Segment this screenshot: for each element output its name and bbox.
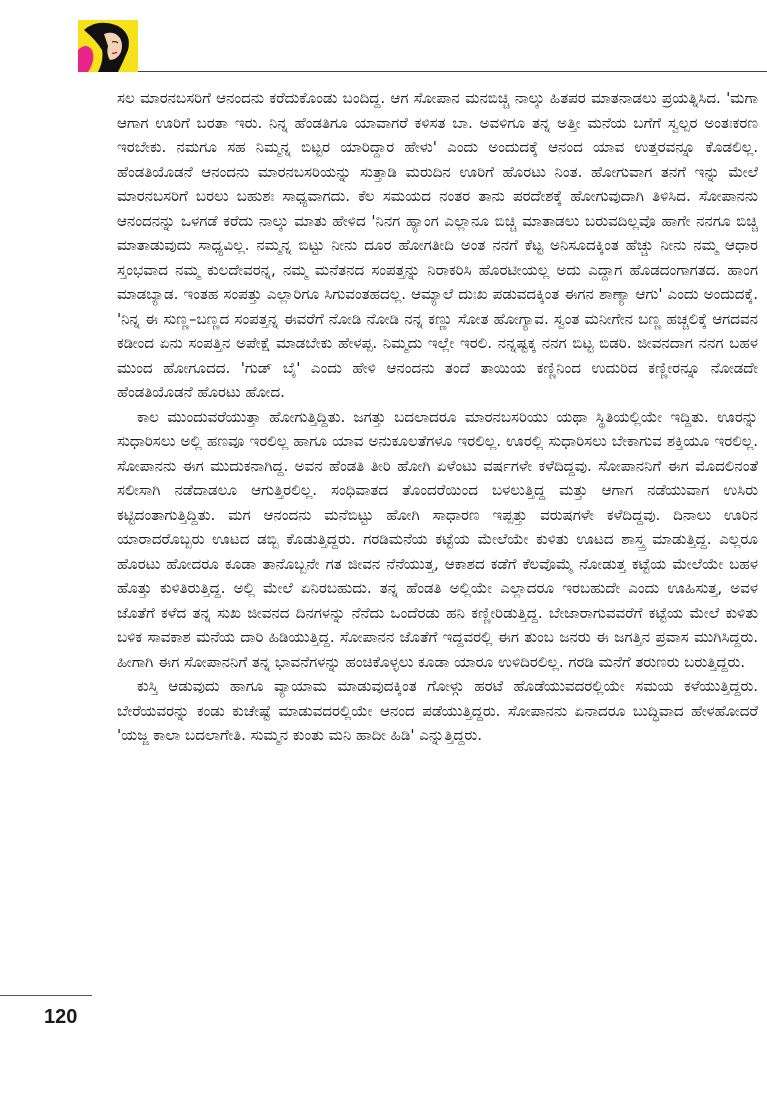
header-rule: [138, 71, 767, 72]
paragraph-3: ಕುಸ್ತಿ ಆಡುವುದು ಹಾಗೂ ವ್ಯಾಯಾಮ ಮಾಡುವುದಕ್ಕಿಂತ ಗೋಳ್ಗು ಹರಟೆ ಹೊಡೆಯುವದರಲ್ಲಿಯೇ ಸಮಯ ಕಳೆಯುತ್ತಿದ್ದರು. ಬೇರೆಯವರನ್ನು ಕಂಡು ಕುಚೇಷ್ಟೆ ಮಾಡುವದರಲ್ಲಿಯೇ ಆನಂದ ಪಡೆಯುತ್ತಿದ್ದರು. ಸೋಪಾನನು ಏನಾದರೂ ಬುದ್ಧಿವಾದ ಹೇಳಹೋದರೆ 'ಯಜ್ಜ ಕಾಲಾ ಬದಲಾಗೇತಿ. ಸುಮ್ಮನ ಕುಂತು ಮನಿ ಹಾದೀ ಹಿಡಿ' ಎನ್ನುತ್ತಿದ್ದರು.: [117, 677, 758, 744]
page-number: 120: [44, 1006, 78, 1028]
paragraph-1: ಸಲ ಮಾರನಬಸರಿಗೆ ಆನಂದನು ಕರೆದುಕೊಂಡು ಬಂದಿದ್ದ. ಆಗ ಸೋಪಾನ ಮನಬಿಚ್ಚಿ ನಾಲ್ಕು ಹಿತಪರ ಮಾತನಾಡಲು ಪ್ರಯತ್ನಿಸಿದ. 'ಮಗಾ ಆಗಾಗ ಊರಿಗೆ ಬರತಾ ಇರು. ನಿನ್ನ ಹೆಂಡತಿಗೂ ಯಾವಾಗರೆ ಕಳಿಸತ ಬಾ. ಅವಳಿಗೂ ತನ್ನ ಅತ್ತೀ ಮನೆಯ ಬಗೆಗೆ ಸ್ವಲ್ಪರ ಅಂತಃಕರಣ ಇರಬೇಕು. ನಮಗೂ ಸಹ ನಿಮ್ಮನ್ನ ಬಿಟ್ಟರ ಯಾರಿದ್ದಾರ ಹೇಳು' ಎಂದು ಅಂದುದಕ್ಕೆ ಆನಂದ ಯಾವ ಉತ್ತರವನ್ನೂ ಕೊಡಲಿಲ್ಲ. ಹೆಂಡತಿಯೊಡನೆ ಆನಂದನು ಮಾರನಬಸರಿಯನ್ನು ಸುತ್ತಾಡಿ ಮರುದಿನ ಊರಿಗೆ ಹೊರಟು ನಿಂತ. ಹೋಗುವಾಗ ತನಗೆ ಇನ್ನು ಮೇಲೆ ಮಾರನಬಸರಿಗೆ ಬರಲು ಬಹುಶಃ ಸಾಧ್ಯವಾಗದು. ಕೆಲ ಸಮಯದ ನಂತರ ತಾನು ಪರದೇಶಕ್ಕೆ ಹೋಗುವುದಾಗಿ ತಿಳಿಸಿದ. ಸೋಪಾನನು ಆನಂದನನ್ನು ಒಳಗಡೆ ಕರೆದು ನಾಲ್ಕು ಮಾತು ಹೇಳಿದ 'ನಿನಗ ಹ್ಯಾಂಗ ಎಲ್ಲಾನೂ ಬಿಚ್ಚಿ ಮಾತಾಡಲು ಬರುವದಿಲ್ಲವೊ ಹಾಗೇ ನನಗೂ ಬಿಚ್ಚಿ ಮಾತಾಡುವುದು ಸಾಧ್ಯವಿಲ್ಲ. ನಮ್ಮನ್ನ ಬಿಟ್ಟು ನೀನು ದೂರ ಹೋಗತೀದಿ ಅಂತ ನನಗೆ ಕೆಟ್ಟ ಅನಿಸೂದಕ್ಕಿಂತ ಹೆಚ್ಚು ನೀನು ನಮ್ಮ ಆಧಾರ ಸ್ತಂಭವಾದ ನಮ್ಮ ಕುಲದೇವರನ್ನ, ನಮ್ಮ ಮನೆತನದ ಸಂಪತ್ತನ್ನು ನಿರಾಕರಿಸಿ ಹೊರಟೀಯಲ್ಲ ಅದು ಎದ್ದಾಗ ಹೊಡದಂಗಾಗತದ. ಹಾಂಗ ಮಾಡಬ್ಯಾಡ. ಇಂತಹ ಸಂಪತ್ತು ಎಲ್ಲಾರಿಗೂ ಸಿಗುವಂತಹದಲ್ಲ. ಆಮ್ಯಾಲೆ ದುಃಖ ಪಡುವದಕ್ಕಿಂತ ಈಗನ ಶಾಣ್ಯಾ ಆಗು' ಎಂದು ಅಂದುದಕ್ಕೆ. 'ನಿನ್ನ ಈ ಸುಣ್ಣ–ಬಣ್ಣದ ಸಂಪತ್ತನ್ನ ಈವರೆಗೆ ನೋಡಿ ನೋಡಿ ನನ್ನ ಕಣ್ಣು ಸೋತ ಹೋಗ್ಯಾವ. ಸ್ವಂತ ಮನೀಗೇನ ಬಣ್ಣ ಹಚ್ಚಲಿಕ್ಕೆ ಆಗದವನ ಕಡೀಂದ ಏನು ಸಂಪತ್ತಿನ ಅಪೇಕ್ಷೆ ಮಾಡಬೇಕು ಹೇಳಪ್ಪ. ನಿಮ್ಮದು ಇಲ್ಲೇ ಇರಲಿ. ನನ್ನಷ್ಟಕ್ಕ ನನಗ ಬಿಟ್ಟ ಬಿಡರಿ. ಜೀವನದಾಗ ನನಗ ಬಹಳ ಮುಂದ ಹೋಗೂದದ. 'ಗುಡ್ ಬೈ' ಎಂದು ಹೇಳಿ ಆನಂದನು ತಂದೆ ತಾಯಿಯ ಕಣ್ಣಿನಿಂದ ಉದುರಿದ ಕಣ್ಣೀರನ್ನೂ ನೋಡದೇ ಹೆಂಡತಿಯೊಡನೆ ಹೊರಟು ಹೋದ.: [117, 89, 758, 401]
footer-rule: [0, 995, 92, 996]
paragraph-2: ಕಾಲ ಮುಂದುವರೆಯುತ್ತಾ ಹೋಗುತ್ತಿದ್ದಿತು. ಜಗತ್ತು ಬದಲಾದರೂ ಮಾರನಬಸರಿಯು ಯಥಾ ಸ್ಥಿತಿಯಲ್ಲಿಯೇ ಇದ್ದಿತು. ಊರನ್ನು ಸುಧಾರಿಸಲು ಅಲ್ಲಿ ಹಣವೂ ಇರಲಿಲ್ಲ ಹಾಗೂ ಯಾವ ಅನುಕೂಲತೆಗಳೂ ಇರಲಿಲ್ಲ. ಊರಲ್ಲಿ ಸುಧಾರಿಸಲು ಬೇಕಾಗುವ ಶಕ್ತಿಯೂ ಇರಲಿಲ್ಲ. ಸೋಪಾನನು ಈಗ ಮುದುಕನಾಗಿದ್ದ. ಅವನ ಹೆಂಡತಿ ತೀರಿ ಹೋಗಿ ಏಳೆಂಟು ವರ್ಷಗಳೇ ಕಳೆದಿದ್ದವು. ಸೋಪಾನನಿಗೆ ಈಗ ಮೊದಲಿನಂತೆ ಸಲೀಸಾಗಿ ನಡೆದಾಡಲೂ ಆಗುತ್ತಿರಲಿಲ್ಲ. ಸಂಧಿವಾತದ ತೊಂದರೆಯಿಂದ ಬಳಲುತ್ತಿದ್ದ ಮತ್ತು ಆಗಾಗ ನಡೆಯುವಾಗ ಉಸಿರು ಕಟ್ಟಿದಂತಾಗುತ್ತಿದ್ದಿತು. ಮಗ ಆನಂದನು ಮನೆಬಿಟ್ಟು ಹೋಗಿ ಸಾಧಾರಣ ಇಪ್ಪತ್ತು ವರುಷಗಳೇ ಕಳೆದಿದ್ದವು. ದಿನಾಲು ಊರಿನ ಯಾರಾದರೊಬ್ಬರು ಊಟದ ಡಬ್ಬಿ ಕೊಡುತ್ತಿದ್ದರು. ಗರಡಿಮನೆಯ ಕಟ್ಟೆಯ ಮೇಲೆಯೇ ಕುಳಿತು ಊಟದ ಶಾಸ್ತ್ರ ಮಾಡುತ್ತಿದ್ದ. ಎಲ್ಲರೂ ಹೊರಟು ಹೋದರೂ ಕೂಡಾ ತಾನೊಬ್ಬನೇ ಗತ ಜೀವನ ನೆನೆಯುತ್ತ, ಆಕಾಶದ ಕಡೆಗೆ ಕೆಲವೊಮ್ಮೆ ನೋಡುತ್ತ ಕಟ್ಟೆಯ ಮೇಲೆಯೇ ಬಹಳ ಹೊತ್ತು ಕುಳಿತಿರುತ್ತಿದ್ದ. ಅಲ್ಲಿ ಮೇಲೆ ಏನಿರಬಹುದು. ತನ್ನ ಹೆಂಡತಿ ಅಲ್ಲಿಯೇ ಎಲ್ಲಾದರೂ ಇರಬಹುದೇ ಎಂದು ಊಹಿಸುತ್ತ, ಅವಳ ಜೊತೆಗೆ ಕಳೆದ ತನ್ನ ಸುಖ ಜೀವನದ ದಿನಗಳನ್ನು ನೆನೆದು ಒಂದೆರಡು ಹನಿ ಕಣ್ಣೀರಿಡುತ್ತಿದ್ದ. ಬೇಜಾರಾಗುವವರೆಗೆ ಕಟ್ಟೆಯ ಮೇಲೆ ಕುಳಿತು ಬಳಿಕ ಸಾವಕಾಶ ಮನೆಯ ದಾರಿ ಹಿಡಿಯುತ್ತಿದ್ದ. ಸೋಪಾನನ ಜೊತೆಗೆ ಇದ್ದವರಲ್ಲಿ ಈಗ ತುಂಬ ಜನರು ಈ ಜಗತ್ತಿನ ಪ್ರವಾಸ ಮುಗಿಸಿದ್ದರು. ಹೀಗಾಗಿ ಈಗ ಸೋಪಾನನಿಗೆ ತನ್ನ ಭಾವನೆಗಳನ್ನು ಹಂಚಿಕೊಳ್ಳಲು ಕೂಡಾ ಯಾರೂ ಉಳಿದಿರಲಿಲ್ಲ. ಗರಡಿ ಮನೆಗೆ ತರುಣರು ಬರುತ್ತಿದ್ದರು.: [117, 407, 759, 671]
body-text: [117, 86, 758, 748]
woman-profile-logo-icon: [78, 20, 138, 72]
